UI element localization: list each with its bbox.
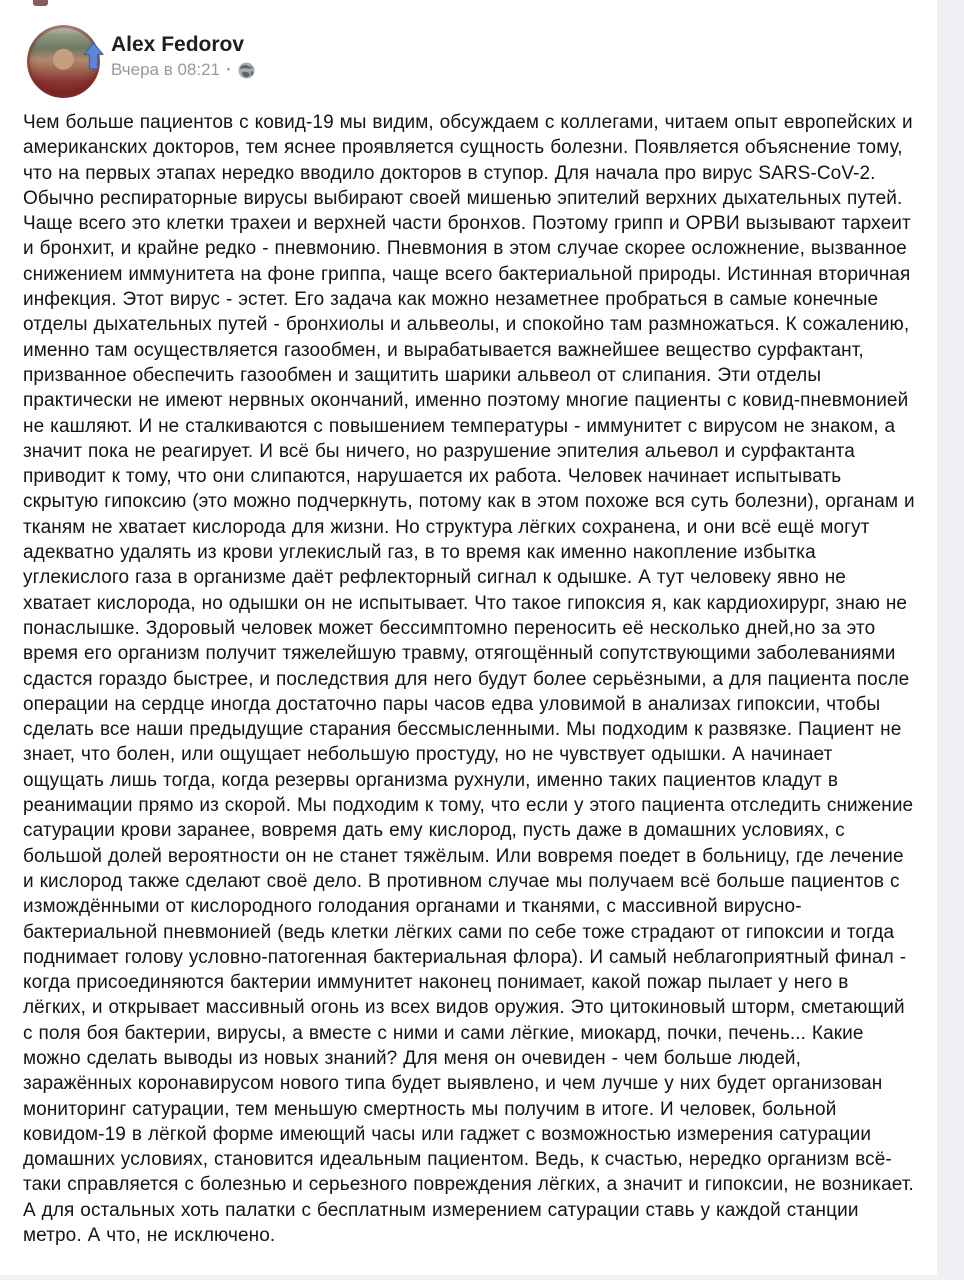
post-header: [0, 0, 937, 98]
post-timestamp[interactable]: Вчера в 08:21: [111, 60, 221, 80]
author-name-link[interactable]: Alex Fedorov: [111, 33, 245, 56]
meta-separator: ·: [226, 60, 232, 80]
avatar-frame-up-arrow-icon: [83, 42, 104, 70]
screenshot-artifact: [33, 0, 48, 6]
post-header-text: [111, 25, 255, 80]
post-text: Чем больше пациентов с ковид-19 мы видим, обсуждаем с коллегами, читаем опыт европейских и американских докторов, тем яснее проявляется сущность болезни. Появляется объяснение тому, что на первых этапах нередко вводило докторов в ступор. Для начала про вирус SARS-CoV-2. Обычно респираторные вирусы выбирают своей мишенью эпителий верхних дыхательных путей. Чаще всего это клетки трахеи и верхней части бронхов. Поэтому грипп и ОРВИ вызывают тархеит и бронхит, и крайне редко - пневмонию. Пневмония в этом случае скорее осложнение, вызванное снижением иммунитета на фоне гриппа, чаще всего бактериальной природы. Истинная вторичная инфекция. Этот вирус - эстет. Его задача как можно незаметнее пробраться в самые конечные отделы дыхательных путей - бронхиолы и альвеолы, и спокойно там размножаться. К сожалению, именно там осуществляется газообмен, и вырабатывается важнейшее вещество сурфактант, призванное обеспечить газообмен и защитить шарики альвеол от слипания. Эти отделы практически не имеют нервных окончаний, именно поэтому многие пациенты с ковид-пневмонией не кашляют. И не сталкиваются с повышением температуры - иммунитет с вирусом не знаком, а значит пока не реагирует. И всё бы ничего, но разрушение эпителия альевол и сурфактанта приводит к тому, что они слипаются, нарушается их работа. Человек начинает испытывать скрытую гипоксию (это можно подчеркнуть, потому как в этом похоже вся суть болезни), органам и тканям не хватает кислорода для жизни. Но структура лёгких сохранена, и они всё ещё могут адекватно удалять из крови углекислый газ, в то время как именно накопление избытка углекислого газа в организме даёт рефлекторный сигнал к одышке. А тут человеку явно не хватает кислорода, но одышки он не испытывает. Что такое гипоксия я, как кардиохирург, знаю не понаслышке. Здоровый человек может бессимптомно переносить её несколько дней,но за это время его организм получит тяжелейшую травму, отягощённый сопутствующими заболеваниями сдастся гораздо быстрее, и последствия для него будут более серьёзными, а для пациента после операции на сердце иногда достаточно пары часов едва уловимой в анализах гипоксии, чтобы сделать все наши предыдущие старания бессмысленными. Мы подходим к развязке. Пациент не знает, что болен, или ощущает небольшую простуду, но не чувствует одышки. А начинает ощущать лишь тогда, когда резервы организма рухнули, именно таких пациентов кладут в реанимации прямо из скорой. Мы подходим к тому, что если у этого пациента отследить снижение сатурации крови заранее, вовремя дать ему кислород, пусть даже в домашних условиях, с большой долей вероятности он не станет тяжёлым. Или вовремя поедет в больницу, где лечение и кислород также сделают своё дело. В противном случае мы получаем всё больше пациентов с измождёнными от кислородного голодания органами и тканями, с массивной вирусно-бактериальной пневмонией (ведь клетки лёгких сами по себе тоже страдают от гипоксии и тогда поднимает голову условно-патогенная бактериальная флора). И самый неблагоприятный финал - когда присоединяются бактерии иммунитет наконец понимает, какой пожар пылает у него в лёгких, и открывает массивный огонь из всех видов оружия. Это цитокиновый шторм, сметающий с поля боя бактерии, вирусы, а вместе с ними и сами лёгкие, миокард, почки, печень... Какие можно сделать выводы из новых знаний? Для меня он очевиден - чем больше людей, заражённых коронавирусом нового типа будет выявлено, и чем лучше у них будет организован мониторинг сатурации, тем меньшую смертность мы получим в итоге. И человек, больной ковидом-19 в лёгкой форме имеющий часы или гаджет с возможностью измерения сатурации домашних условиях, становится идеальным пациентом. Ведь, к счастью, нередко организм всё-таки справляется с болезнью и серьезного повреждения лёгких, а значит и гипоксии, не возникает. А для остальных хоть палатки с бесплатным измерением сатурации ставь у каждой станции метро. А что, не исключено.: [23, 112, 915, 1247]
avatar[interactable]: [27, 25, 100, 98]
post-meta: [111, 60, 255, 80]
globe-privacy-icon: [238, 62, 255, 79]
